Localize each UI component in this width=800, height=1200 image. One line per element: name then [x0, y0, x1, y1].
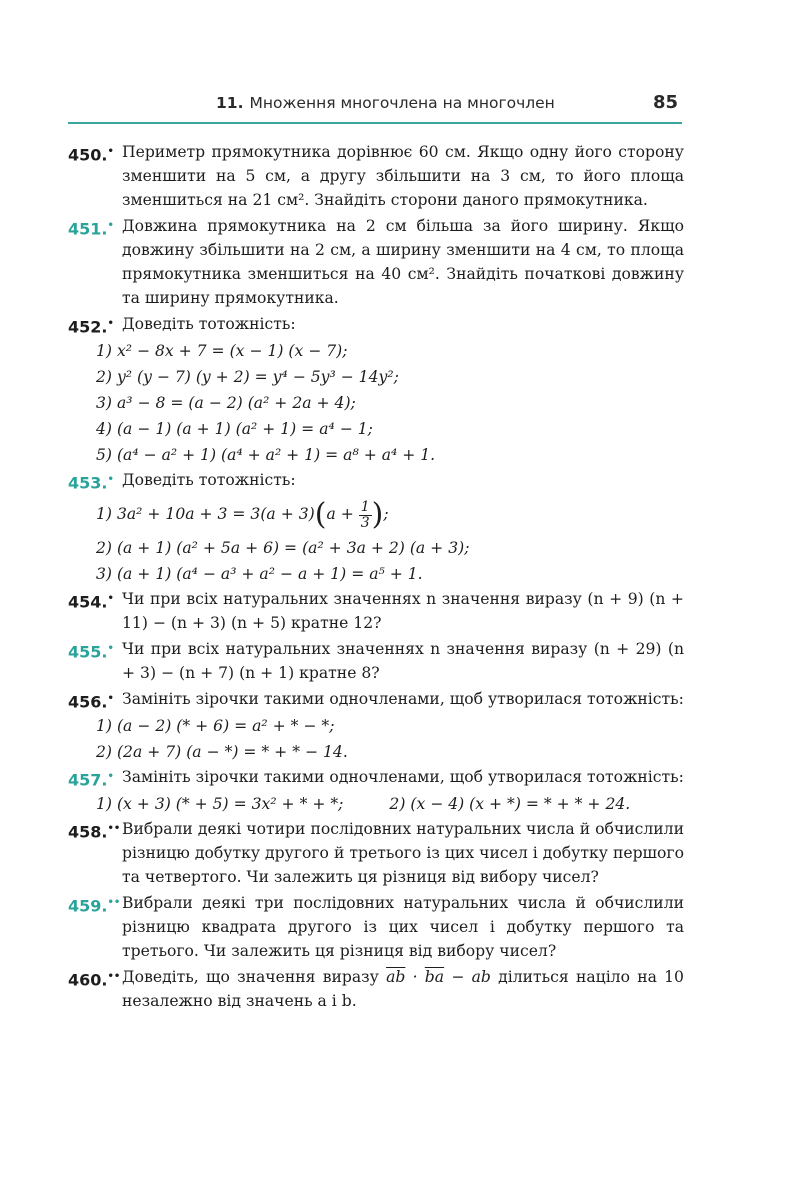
problems-list [68, 140, 684, 1015]
section-title-text: Множення многочлена на многочлен [249, 94, 555, 112]
fraction: $\frac{1}{3}$ [360, 498, 370, 531]
identity-item: 1) (a − 2) (* + 6) = a² + * − *; [96, 717, 335, 735]
identity-item: 2) (2a + 7) (a − *) = * + * − 14. [96, 743, 348, 761]
problem-451 [68, 214, 684, 310]
identity-item: 5) (a⁴ − a² + 1) (a⁴ + a² + 1) = a⁸ + a⁴ + 1. [96, 446, 436, 464]
problem-text: Замініть зірочки такими одночленами, щоб утворилася тотожність: [122, 690, 684, 708]
problem-457 [68, 765, 684, 789]
problem-453 [68, 468, 684, 492]
problem-text: Вибрали деякі три послідовних натуральних числа й обчислили різницю квадрата другого із цих чисел і добутку першого та третього. Чи залежить ця різниця від вибору чисел? [122, 894, 684, 960]
problem-number: 454.• [68, 592, 114, 612]
problem-456 [68, 687, 684, 711]
problem-text: Чи при всіх натуральних значеннях n значення виразу (n + 9) (n + 11) − (n + 3) (n + 5) кратне 12? [122, 590, 684, 632]
identity-item: 1) (x + 3) (* + 5) = 3x² + * + *; [96, 795, 344, 813]
problem-text: Доведіть, що значення виразу $\overline{ab} \cdot \overline{ba}$ − ab ділиться націло на 10 незалежно від значень a і b. [122, 968, 684, 1010]
identity-item: 2) (a + 1) (a² + 5a + 6) = (a² + 3a + 2) (a + 3); [96, 539, 470, 557]
problem-457-items [68, 791, 684, 817]
section-title [216, 94, 555, 112]
problem-text: Доведіть тотожність: [122, 471, 296, 489]
identity-item: 1) x² − 8x + 7 = (x − 1) (x − 7); [96, 342, 348, 360]
problem-number: 455.• [68, 642, 114, 662]
problem-453-items [68, 494, 684, 587]
problem-number: 456.• [68, 692, 114, 712]
expression: $\overline{ab} \cdot \overline{ba}$ − ab [386, 968, 491, 986]
problem-456-items [68, 713, 684, 765]
problem-460 [68, 965, 684, 1013]
problem-452 [68, 312, 684, 336]
problem-text: Чи при всіх натуральних значеннях n значення виразу (n + 29) (n + 3) − (n + 7) (n + 1) кратне 8? [122, 640, 684, 682]
section-number: 11. [216, 94, 244, 112]
problem-number: 451.• [68, 219, 114, 239]
problem-text: Вибрали деякі чотири послідовних натуральних числа й обчислили різницю добутку другого й третього із цих чисел і добутку першого та четвертого. Чи залежить ця різниця від вибору чисел? [122, 820, 684, 886]
identity-item: 4) (a − 1) (a + 1) (a² + 1) = a⁴ − 1; [96, 420, 373, 438]
problem-number: 460.•• [68, 970, 121, 990]
problem-number: 457.• [68, 770, 114, 790]
identity-item: 2) y² (y − 7) (y + 2) = y⁴ − 5y³ − 14y²; [96, 368, 399, 386]
problem-452-items [68, 338, 684, 468]
problem-number: 453.• [68, 473, 114, 493]
problem-450 [68, 140, 684, 212]
identity-item: 3) (a + 1) (a⁴ − a³ + a² − a + 1) = a⁵ + 1. [96, 565, 423, 583]
identity-item: 2) (x − 4) (x + *) = * + * + 24. [389, 795, 631, 813]
problem-text: Периметр прямокутника дорівнює 60 см. Якщо одну його сторону зменшити на 5 см, а другу збільшити на 3 см, то його площа зменшиться на 21 см². Знайдіть сторони даного прямокутника. [122, 143, 684, 209]
problem-458 [68, 817, 684, 889]
problem-number: 450.• [68, 145, 114, 165]
problem-text: Доведіть тотожність: [122, 315, 296, 333]
problem-text: Замініть зірочки такими одночленами, щоб утворилася тотожність: [122, 768, 684, 786]
identity-item: 3) a³ − 8 = (a − 2) (a² + 2a + 4); [96, 394, 356, 412]
problem-454 [68, 587, 684, 635]
problem-number: 458.•• [68, 822, 121, 842]
problem-number: 452.• [68, 317, 114, 337]
page-number: 85 [652, 92, 678, 113]
problem-459 [68, 891, 684, 963]
identity-item-fraction: 1) 3a² + 10a + 3 = 3(a + 3)(a + $\frac{1}{3}$ ); [96, 497, 389, 532]
problem-number: 459.•• [68, 896, 121, 916]
page-header [68, 88, 682, 124]
problem-455 [68, 637, 684, 685]
problem-text: Довжина прямокутника на 2 см більша за його ширину. Якщо довжину збільшити на 2 см, а ширину зменшити на 4 см, то площа прямокутника зменшиться на 40 см². Знайдіть початкові довжину та ширину прямокутника. [122, 217, 684, 307]
